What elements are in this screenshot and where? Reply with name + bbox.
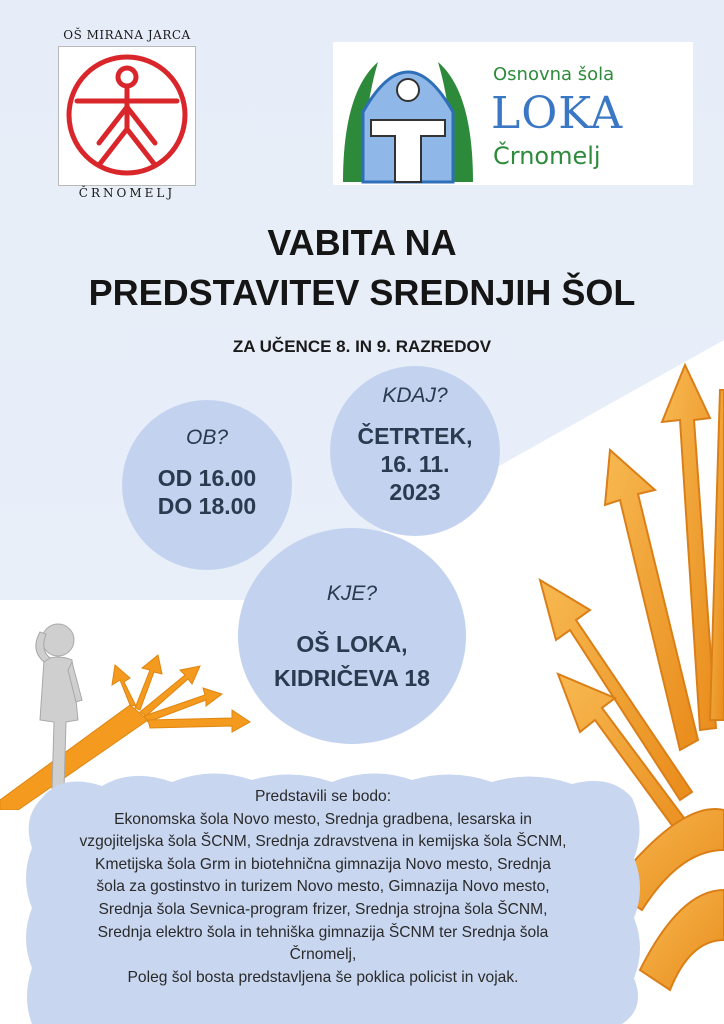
place-bubble xyxy=(238,528,466,744)
schools-intro: Predstavili se bodo: xyxy=(254,788,392,805)
date-question: KDAJ? xyxy=(382,384,448,407)
date-day: 16. 11. xyxy=(380,451,450,477)
schools-list xyxy=(28,786,618,989)
loka-emblem-icon xyxy=(333,42,483,185)
vitruvian-emblem xyxy=(58,46,196,186)
place-question: KJE? xyxy=(326,582,378,605)
schools-line-4: šola za gostinstvo in turizem Novo mesto, Gimnazija Novo mesto, xyxy=(96,878,550,896)
logo-right-line1: Osnovna šola xyxy=(493,64,615,85)
subtitle: ZA UČENCE 8. IN 9. RAZREDOV xyxy=(232,337,492,356)
title-line2: PREDSTAVITEV SREDNJIH ŠOL xyxy=(88,272,636,313)
schools-line-2: vzgojiteljska šola ŠCNM, Srednja zdravstvena in kemijska šola ŠCNM, xyxy=(79,833,567,851)
schools-line-5: Srednja šola Sevnica-program frizer, Srednja strojna šola ŠCNM, xyxy=(98,900,548,918)
schools-closing: Poleg šol bosta predstavljena še poklica policist in vojak. xyxy=(127,968,519,986)
os-loka-logo xyxy=(333,42,693,185)
schools-line-1: Ekonomska šola Novo mesto, Srednja gradbena, lesarska in xyxy=(114,810,532,828)
time-bubble xyxy=(122,400,292,570)
place-address: KIDRIČEVA 18 xyxy=(274,665,430,691)
schools-line-6: Srednja elektro šola in tehniška gimnazija ŠCNM ter Srednja šola xyxy=(97,923,549,941)
title-line1: VABITA NA xyxy=(267,222,457,263)
logo-left-bottom-text: ČRNOMELJ xyxy=(78,186,176,200)
date-year: 2023 xyxy=(389,479,441,505)
vitruvian-man-icon xyxy=(59,47,195,185)
time-from: OD 16.00 xyxy=(157,465,257,491)
schools-line-7: Črnomelj, xyxy=(289,946,357,964)
place-school: OŠ LOKA, xyxy=(296,631,408,657)
logo-right-line2: LOKA xyxy=(491,88,624,139)
os-mirana-jarca-logo xyxy=(56,28,198,200)
time-question: OB? xyxy=(185,426,229,449)
logo-right-line3: Črnomelj xyxy=(493,142,601,170)
date-bubble xyxy=(330,366,500,536)
schools-line-3: Kmetijska šola Grm in biotehnična gimnazija Novo mesto, Srednja xyxy=(95,855,551,873)
time-to: DO 18.00 xyxy=(157,493,257,519)
date-weekday: ČETRTEK, xyxy=(357,423,473,449)
logo-left-top-text: OŠ MIRANA JARCA xyxy=(63,28,191,42)
